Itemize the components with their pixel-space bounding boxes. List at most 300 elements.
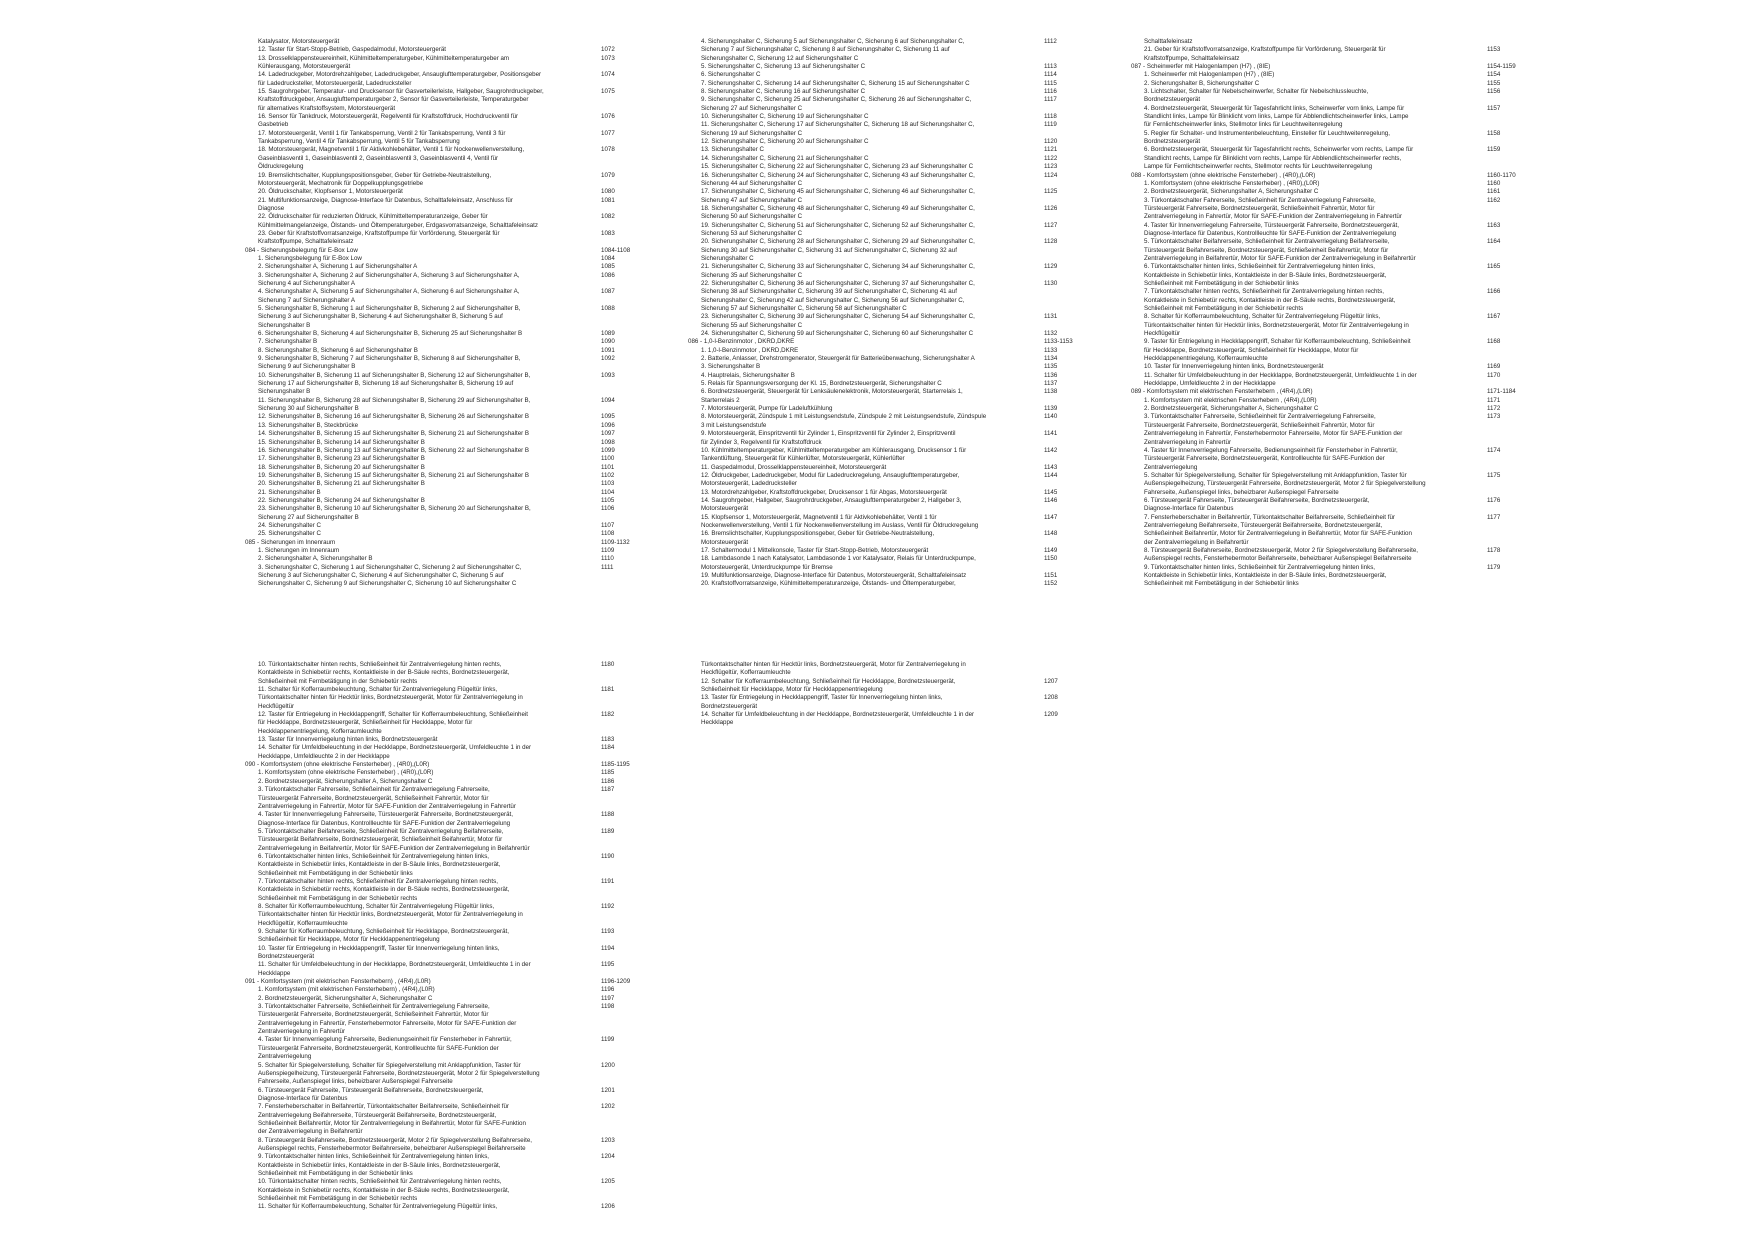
toc-entry <box>258 138 638 146</box>
toc-entry-title: 11. Schalter für Kofferraumbeleuchtung, Schalter für Zentralverriegelung Flügeltür links, <box>258 1203 498 1211</box>
toc-entry-title: Schließeinheit Beifahrertür, Motor für Zentralverriegelung in Beifahrertür, Motor für SAFE-Funktion <box>258 1119 526 1127</box>
toc-entry-page-number: 1094 <box>601 396 615 404</box>
toc-entry-title: Bordnetzsteuergerät <box>1144 96 1201 104</box>
toc-entry-page-number: 1098 <box>601 438 615 446</box>
toc-entry-title: 6. Türkontaktschalter hinten links, Schließeinheit für Zentralverriegelung hinten links, <box>1144 263 1376 271</box>
toc-entry <box>258 1087 638 1095</box>
toc-entry <box>258 63 638 71</box>
toc-entry <box>258 155 638 163</box>
toc-entry-title: 1. Komfortsystem (mit elektrischen Fensterhebern) , (4R4),(L0R) <box>258 986 435 994</box>
toc-entry-title: Starterrelais 2 <box>701 396 740 404</box>
toc-entry-title: 3. Türkontaktschalter Fahrerseite, Schließeinheit für Zentralverriegelung Fahrerseite, <box>1144 196 1376 204</box>
toc-entry-title: Schließeinheit mit Fernbetätigung in der Schiebetür links <box>258 869 413 877</box>
toc-entry-title: Türkontaktschalter hinten für Hecktür links, Bordnetzsteuergerät, Motor für Zentralverriegelung in <box>701 661 966 668</box>
toc-entry-title: 16. Sensor für Tankdruck, Motorsteuergerät, Regelventil für Kraftstoffdruck, Hochdruckventil für <box>258 113 519 121</box>
toc-entry-page-number: 1092 <box>601 355 615 363</box>
toc-entry <box>701 55 1081 63</box>
toc-entry-title: Zentralverriegelung in Beifahrertür, Motor für SAFE-Funktion der Zentralverriegelung in Beifahrertür <box>258 844 530 852</box>
toc-entry <box>258 945 638 953</box>
toc-section-heading <box>688 338 1081 346</box>
toc-entry-title: Türkontaktschalter hinten für Hecktür links, Bordnetzsteuergerät, Motor für Zentralverriegelung in <box>1144 321 1409 329</box>
toc-entry-page-number: 1102 <box>601 471 615 479</box>
toc-entry-page-number: 1137 <box>1044 380 1058 388</box>
toc-entry-title: 9. Sicherungshalter B, Sicherung 7 auf Sicherungshalter B, Sicherung 8 auf Sicherungshalter B, <box>258 355 521 363</box>
toc-entry-title: Sicherung 44 auf Sicherungshalter C <box>701 179 803 187</box>
toc-entry-title: Sicherungshalter C, Sicherung 12 auf Sicherungshalter C <box>701 54 859 62</box>
toc-entry <box>258 970 638 978</box>
toc-entry <box>258 736 638 744</box>
toc-entry-title: 7. Türkontaktschalter hinten rechts, Schließeinheit für Zentralverriegelung hinten rechts, <box>1144 288 1384 296</box>
toc-entry <box>258 778 638 786</box>
toc-entry <box>258 1178 638 1186</box>
toc-entry-title: 14. Ladedruckgeber, Motordrehzahlgeber, Ladedruckgeber, Ansauglufttemperaturgeber, Positionsgeber <box>258 71 542 79</box>
toc-entry-title: Kühlerausgang, Motorsteuergerät <box>258 63 351 71</box>
toc-entry-page-number: 1081 <box>601 196 615 204</box>
toc-entry-page-number: 1194 <box>601 944 615 952</box>
toc-entry <box>1144 197 1524 205</box>
toc-entry <box>701 46 1081 54</box>
toc-entry-title: 7. Fensterheberschalter in Beifahrertür, Türkontaktschalter Beifahrerseite, Schließeinheit für <box>258 1103 509 1111</box>
toc-entry <box>258 430 638 438</box>
toc-entry-title: Kontaktleiste in Schiebetür rechts, Kontaktleiste in der B-Säule rechts, Bordnetzsteuergerät, <box>258 669 510 677</box>
toc-entry <box>258 497 638 505</box>
toc-entry <box>258 322 638 330</box>
toc-entry <box>1144 330 1524 338</box>
toc-entry-page-number: 1097 <box>601 430 615 438</box>
toc-entry-title: Sicherung 27 auf Sicherungshalter C <box>701 104 803 112</box>
toc-entry <box>258 911 638 919</box>
toc-entry <box>258 280 638 288</box>
toc-entry-title: 3 mit Leistungsendstufe <box>701 421 767 429</box>
toc-entry <box>258 769 638 777</box>
toc-entry <box>701 280 1081 288</box>
toc-entry-title: 10. Sicherungshalter B, Sicherung 11 auf Sicherungshalter B, Sicherung 12 auf Sicherungshalter B, <box>258 371 531 379</box>
toc-entry-title: Sicherung 35 auf Sicherungshalter C <box>701 271 803 279</box>
toc-entry <box>701 711 1081 719</box>
toc-entry <box>258 870 638 878</box>
toc-entry <box>701 213 1081 221</box>
toc-entry-title: für Zylinder 3, Regelventil für Kraftstoffdruck <box>701 438 822 446</box>
toc-entry-title: 7. Türkontaktschalter hinten rechts, Schließeinheit für Zentralverriegelung hinten rechts, <box>258 877 498 885</box>
toc-entry-page-number: 1074 <box>601 71 615 79</box>
toc-entry-page-number: 1147 <box>1044 513 1058 521</box>
toc-section-heading <box>245 761 638 769</box>
toc-entry-title: 4. Taster für Innenverriegelung Fahrerseite, Türsteuergerät Fahrerseite, Bordnetzsteuergerät, <box>1144 221 1399 229</box>
toc-entry-page-number: 1167 <box>1487 313 1501 321</box>
toc-entry <box>1144 213 1524 221</box>
toc-entry-title: Standlicht rechts, Lampe für Blinklicht vorn rechts, Lampe für Abblendlichtscheinwerfer rechts, <box>1144 154 1402 162</box>
toc-entry-title: 3. Türkontaktschalter Fahrerseite, Schließeinheit für Zentralverriegelung Fahrerseite, <box>258 1003 490 1011</box>
toc-entry <box>1144 297 1524 305</box>
toc-entry-page-number: 1182 <box>601 711 615 719</box>
toc-entry <box>701 413 1081 421</box>
toc-entry-title: Schließeinheit Beifahrertür, Motor für Zentralverriegelung in Beifahrertür, Motor für SAFE-Funktion <box>1144 530 1412 538</box>
toc-entry-page-number: 1087 <box>601 288 615 296</box>
toc-entry-title: 8. Schalter für Kofferraumbeleuchtung, Schalter für Zentralverriegelung Flügeltür links, <box>1144 313 1381 321</box>
toc-entry-title: 23. Sicherungshalter C, Sicherung 39 auf Sicherungshalter C, Sicherung 54 auf Sicherungshalter C, <box>701 313 975 321</box>
toc-entry <box>258 1103 638 1111</box>
toc-entry <box>258 514 638 522</box>
toc-entry <box>258 572 638 580</box>
toc-entry <box>701 555 1081 563</box>
toc-entry-title: 15. Sicherungshalter C, Sicherung 22 auf Sicherungshalter C, Sicherung 23 auf Sicherungshalter C <box>701 163 974 171</box>
toc-entry-title: Sicherung 17 auf Sicherungshalter B, Sicherung 18 auf Sicherungshalter B, Sicherung 19 auf <box>258 380 514 388</box>
toc-entry-title: Motorsteuergerät, Mechatronik für Doppelkupplungsgetriebe <box>258 179 424 187</box>
toc-entry-title: 2. Sicherungshalter A, Sicherungshalter B <box>258 555 373 563</box>
toc-entry-title: 10. Türkontaktschalter hinten rechts, Schließeinheit für Zentralverriegelung hinten rechts, <box>258 1178 502 1186</box>
toc-entry-title: für Ladedrucksteller, Motorsteuergerät, Ladedrucksteller <box>258 79 412 87</box>
toc-entry-title: 3. Sicherungshalter C, Sicherung 1 auf Sicherungshalter C, Sicherung 2 auf Sicherungshalter C, <box>258 563 522 571</box>
toc-entry <box>701 455 1081 463</box>
toc-entry-title: 20. Sicherungshalter B, Sicherung 21 auf Sicherungshalter B <box>258 480 425 488</box>
toc-entry-title: Zentralverriegelung in Beifahrertür, Motor für SAFE-Funktion der Zentralverriegelung in Beifahrertür <box>1144 254 1416 262</box>
toc-entry-page-number: 1205 <box>601 1178 615 1186</box>
toc-entry <box>258 803 638 811</box>
toc-entry-title: Türkontaktschalter hinten für Hecktür links, Bordnetzsteuergerät, Motor für Zentralverriegelung in <box>258 911 523 919</box>
toc-entry-title: 088 - Komfortsystem (ohne elektrische Fensterheber) , (4R0),(L0R) <box>1131 171 1316 179</box>
toc-entry-page-number: 1082 <box>601 213 615 221</box>
toc-entry-page-number: 1154 <box>1487 71 1501 79</box>
toc-entry <box>701 263 1081 271</box>
toc-entry-page-number: 1129 <box>1044 263 1058 271</box>
toc-entry-title: 090 - Komfortsystem (ohne elektrische Fensterheber) , (4R0),(L0R) <box>245 761 430 769</box>
toc-entry <box>258 986 638 994</box>
toc-entry <box>701 661 1081 669</box>
toc-section-heading <box>1131 388 1524 396</box>
toc-entry-page-number: 1199 <box>601 1036 615 1044</box>
toc-entry <box>258 447 638 455</box>
toc-entry <box>258 288 638 296</box>
toc-entry-page-number: 1196-1209 <box>601 978 631 986</box>
toc-entry-page-number: 1073 <box>601 54 615 62</box>
toc-entry <box>258 55 638 63</box>
toc-entry <box>258 130 638 138</box>
toc-entry-title: Bordnetzsteuergerät <box>701 702 758 710</box>
toc-entry-title: 12. Taster für Start-Stopp-Betrieb, Gaspedalmodul, Motorsteuergerät <box>258 46 447 54</box>
toc-entry-title: Türsteuergerät Beifahrerseite, Bordnetzsteuergerät, Schließeinheit Beifahrertür, Motor für <box>1144 246 1389 254</box>
toc-section-heading <box>245 978 638 986</box>
toc-entry-title: Nockenwellenverstellung, Ventil 1 für Nockenwellenverstellung im Auslass, Ventil für Öldruckregelung <box>701 521 979 529</box>
toc-entry-title: 16. Sicherungshalter B, Sicherung 13 auf Sicherungshalter B, Sicherung 22 auf Sicherungshalter B <box>258 446 530 454</box>
toc-entry-title: Kontaktleiste in Schiebetür rechts, Kontaktleiste in der B-Säule rechts, Bordnetzsteuergerät, <box>258 886 510 894</box>
toc-entry <box>701 130 1081 138</box>
toc-entry <box>1144 88 1524 96</box>
toc-entry <box>258 388 638 396</box>
toc-entry <box>258 46 638 54</box>
toc-entry-title: Kontaktleiste in Schiebetür rechts, Kontaktleiste in der B-Säule rechts, Bordnetzsteuergerät, <box>1144 296 1396 304</box>
toc-entry-page-number: 1169 <box>1487 363 1501 371</box>
toc-entry <box>258 669 638 677</box>
toc-entry-title: Türsteuergerät Fahrerseite, Bordnetzsteuergerät, Schließeinheit Fahrertür, Motor für <box>1144 204 1375 212</box>
toc-entry-page-number: 1192 <box>601 902 615 910</box>
toc-entry <box>258 861 638 869</box>
toc-entry-title: 22. Öldruckschalter für reduzierten Öldruck, Kühlmitteltemperaturanzeige, Geber für <box>258 213 488 221</box>
toc-entry-title: Heckflügeltür <box>1144 330 1181 338</box>
toc-entry <box>701 313 1081 321</box>
toc-entry <box>258 753 638 761</box>
toc-entry <box>258 1078 638 1086</box>
toc-entry-page-number: 1151 <box>1044 572 1058 579</box>
toc-entry <box>258 555 638 563</box>
toc-entry-title: Diagnose-Interface für Datenbus, Kontrollleuchte für SAFE-Funktion der Zentralverriegelung <box>1144 229 1397 237</box>
toc-entry <box>258 678 638 686</box>
toc-entry <box>701 146 1081 154</box>
toc-entry-title: 4. Sicherungshalter A, Sicherung 5 auf Sicherungshalter A, Sicherung 6 auf Sicherungshalter A, <box>258 288 520 296</box>
toc-entry <box>1144 397 1524 405</box>
toc-entry-page-number: 1111 <box>601 563 614 571</box>
toc-entry-page-number: 1184 <box>601 744 615 752</box>
toc-entry <box>258 836 638 844</box>
toc-entry-title: 1. Scheinwerfer mit Halogenlampen (H7) , (8IE) <box>1144 71 1275 79</box>
toc-column-bottom-left <box>245 661 638 1212</box>
toc-entry <box>1144 38 1524 46</box>
toc-entry <box>258 347 638 355</box>
toc-entry-title: 13. Drosselklappensteuereinheit, Kühlmitteltemperaturgeber, Kühlmitteltemperaturgeber am <box>258 54 510 62</box>
toc-entry-title: 15. Saugrohrgeber, Temperatur- und Drucksensor für Gasverteilerleiste, Hallgeber, Saugrohrdruckgeber, <box>258 88 544 96</box>
toc-entry-page-number: 1113 <box>1044 63 1057 71</box>
toc-entry-title: 4. Sicherungshalter C, Sicherung 5 auf Sicherungshalter C, Sicherung 6 auf Sicherungshalter C, <box>701 38 965 45</box>
toc-entry <box>1144 530 1524 538</box>
toc-entry-page-number: 1198 <box>601 1003 615 1011</box>
toc-entry <box>1144 405 1524 413</box>
toc-entry <box>701 539 1081 547</box>
toc-entry <box>1144 163 1524 171</box>
toc-entry <box>258 1062 638 1070</box>
toc-entry <box>1144 464 1524 472</box>
toc-entry-title: 8. Türsteuergerät Beifahrerseite, Bordnetzsteuergerät, Motor 2 für Spiegelverstellung Beifahrerseite, <box>1144 546 1418 554</box>
toc-entry-title: 22. Sicherungshalter B, Sicherung 24 auf Sicherungshalter B <box>258 496 425 504</box>
toc-entry-page-number: 1153 <box>1487 46 1501 54</box>
toc-entry-title: 18. Lambdasonde 1 nach Katalysator, Lambdasonde 1 vor Katalysator, Relais für Unterdruckpumpe, <box>701 555 976 563</box>
toc-entry-title: 2. Bordnetzsteuergerät, Sicherungshalter A, Sicherungshalter C <box>1144 188 1319 196</box>
toc-entry-page-number: 1075 <box>601 88 615 96</box>
toc-entry <box>258 113 638 121</box>
toc-entry-page-number: 1133 <box>1044 346 1058 354</box>
toc-entry <box>1144 222 1524 230</box>
toc-entry <box>258 480 638 488</box>
toc-entry-title: 087 - Scheinwerfer mit Halogenlampen (H7) , (8IE) <box>1131 63 1271 71</box>
toc-entry <box>258 1162 638 1170</box>
toc-entry <box>1144 288 1524 296</box>
toc-entry-title: 4. Hauptrelais, Sicherungshalter B <box>701 371 795 379</box>
toc-entry-title: 19. Multifunktionsanzeige, Diagnose-Interface für Datenbus, Motorsteuergerät, Schalttafeleinsatz <box>701 572 967 579</box>
toc-entry <box>701 330 1081 338</box>
toc-entry <box>258 455 638 463</box>
toc-entry <box>1144 572 1524 580</box>
toc-entry-page-number: 1207 <box>1044 677 1058 685</box>
toc-entry-title: 11. Gaspedalmodul, Drosselklappensteuereinheit, Motorsteuergerät <box>701 463 887 471</box>
toc-entry-title: 18. Sicherungshalter C, Sicherung 48 auf Sicherungshalter C, Sicherung 49 auf Sicherungshalter C, <box>701 204 975 212</box>
toc-entry <box>1144 347 1524 355</box>
toc-entry-page-number: 1180 <box>601 661 615 668</box>
toc-entry-page-number: 1178 <box>1487 546 1501 554</box>
toc-entry <box>258 1028 638 1036</box>
toc-entry-title: Zentralverriegelung in Fahrertür, Fensterhebermotor Fahrerseite, Motor für SAFE-Funktion der <box>1144 430 1403 438</box>
toc-entry-page-number: 1179 <box>1487 563 1501 571</box>
toc-entry-title: Tankabsperrung, Ventil 4 für Tankabsperrung, Ventil 5 für Tankabsperrung <box>258 138 460 146</box>
toc-entry <box>258 1020 638 1028</box>
toc-entry-title: Sicherung 4 auf Sicherungshalter A <box>258 279 355 287</box>
toc-entry <box>258 422 638 430</box>
toc-entry <box>258 886 638 894</box>
toc-entry <box>258 255 638 263</box>
toc-entry-title: Heckklappenentriegelung, Kofferraumleuchte <box>1144 355 1268 363</box>
toc-entry <box>258 661 638 669</box>
toc-entry <box>258 828 638 836</box>
toc-entry-page-number: 1176 <box>1487 496 1501 504</box>
toc-entry-title: Außenspiegel rechts, Fensterhebermotor Beifahrerseite, beheizbarer Außenspiegel Beifahrerseite <box>1144 555 1412 563</box>
toc-entry-page-number: 1164 <box>1487 238 1501 246</box>
toc-entry <box>258 272 638 280</box>
toc-entry-title: Heckklappe, Umfeldleuchte 2 in der Heckklappe <box>258 752 390 760</box>
toc-entry-page-number: 1131 <box>1044 313 1058 321</box>
toc-entry-title: 13. Sicherungshalter B, Steckbrücke <box>258 421 359 429</box>
toc-entry-title: Außenspiegelheizung, Türsteuergerät Fahrerseite, Bordnetzsteuergerät, Motor 2 für Spiegelverstellung <box>1144 480 1426 488</box>
toc-entry-page-number: 1185-1195 <box>601 761 630 769</box>
toc-entry <box>1144 355 1524 363</box>
toc-entry-page-number: 1078 <box>601 146 615 154</box>
toc-entry-title: Schließeinheit mit Fernbetätigung in der Schiebetür rechts <box>258 894 418 902</box>
toc-entry-page-number: 1201 <box>601 1086 615 1094</box>
toc-entry-title: Heckflügeltür, Kofferraumleuchte <box>258 919 348 927</box>
toc-entry-page-number: 1189 <box>601 827 615 835</box>
toc-entry <box>1144 489 1524 497</box>
toc-entry-page-number: 1170 <box>1487 371 1501 379</box>
toc-entry <box>1144 547 1524 555</box>
toc-entry <box>701 347 1081 355</box>
toc-entry-page-number: 1088 <box>601 305 615 312</box>
toc-entry <box>1144 121 1524 129</box>
toc-entry-page-number: 1162 <box>1487 196 1501 204</box>
toc-entry <box>258 928 638 936</box>
toc-entry-title: Zentralverriegelung <box>258 1053 312 1061</box>
toc-entry <box>258 238 638 246</box>
toc-entry <box>701 230 1081 238</box>
toc-entry <box>1144 555 1524 563</box>
toc-entry <box>258 1170 638 1178</box>
toc-entry-title: Motorsteuergerät, Ladedrucksteller <box>701 480 797 488</box>
toc-entry-page-number: 1128 <box>1044 238 1058 246</box>
toc-entry-title: Sicherung 27 auf Sicherungshalter B <box>258 513 359 521</box>
toc-entry-title: Zentralverriegelung <box>1144 463 1198 471</box>
toc-entry <box>701 163 1081 171</box>
toc-entry <box>701 530 1081 538</box>
toc-entry-page-number: 1146 <box>1044 496 1058 504</box>
toc-entry <box>1144 46 1524 54</box>
toc-entry-page-number: 1118 <box>1044 113 1057 121</box>
toc-entry-title: 4. Taster für Innenverriegelung Fahrerseite, Bedienungseinheit für Fensterheber in Fahrertür, <box>258 1036 512 1044</box>
toc-entry-title: 7. Fensterheberschalter in Beifahrertür, Türkontaktschalter Beifahrerseite, Schließeinheit für <box>1144 513 1395 521</box>
toc-entry-title: 19. Sicherungshalter B, Sicherung 15 auf Sicherungshalter B, Sicherung 21 auf Sicherungshalter B <box>258 471 530 479</box>
toc-entry <box>258 330 638 338</box>
toc-entry-page-number: 1165 <box>1487 263 1501 271</box>
toc-entry <box>1144 71 1524 79</box>
toc-entry-title: 21. Sicherungshalter B <box>258 488 321 496</box>
toc-entry <box>701 255 1081 263</box>
toc-entry-title: Sicherungshalter B <box>258 321 311 329</box>
toc-entry-page-number: 1106 <box>601 505 615 513</box>
toc-entry-title: 2. Sicherungshalter A, Sicherung 1 auf Sicherungshalter A <box>258 263 418 271</box>
toc-entry <box>701 355 1081 363</box>
toc-entry <box>701 514 1081 522</box>
toc-entry-page-number: 1188 <box>601 811 615 819</box>
toc-entry <box>701 447 1081 455</box>
toc-entry <box>701 105 1081 113</box>
toc-entry-page-number: 1093 <box>601 371 615 379</box>
toc-entry-title: Sicherung 57 auf Sicherungshalter C, Sicherung 58 auf Sicherungshalter C <box>701 305 907 312</box>
toc-entry-page-number: 1159 <box>1487 146 1501 154</box>
toc-entry-title: Türsteuergerät Fahrerseite, Bordnetzsteuergerät, Schließeinheit Fahrertür, Motor für <box>258 1011 489 1019</box>
toc-entry-title: 11. Sicherungshalter B, Sicherung 28 auf Sicherungshalter B, Sicherung 29 auf Sicherungshalter B, <box>258 396 531 404</box>
toc-entry <box>258 222 638 230</box>
toc-entry-title: 14. Saugrohrgeber, Hallgeber, Saugrohrdruckgeber, Ansauglufttemperaturgeber 2, Hallgeber 3, <box>701 496 962 504</box>
toc-entry-page-number: 1079 <box>601 171 615 179</box>
toc-entry <box>258 363 638 371</box>
toc-entry <box>258 1036 638 1044</box>
toc-entry-title: 8. Türsteuergerät Beifahrerseite, Bordnetzsteuergerät, Motor 2 für Spiegelverstellung Beifahrerseite, <box>258 1136 532 1144</box>
toc-entry-title: 12. Schalter für Kofferraumbeleuchtung, Schließeinheit für Heckklappe, Bordnetzsteuergerät, <box>701 677 956 685</box>
toc-entry <box>701 497 1081 505</box>
toc-entry-title: 7. Motorsteuergerät, Pumpe für Ladeluftkühlung <box>701 405 833 413</box>
toc-entry <box>1144 447 1524 455</box>
toc-entry <box>258 920 638 928</box>
toc-entry <box>258 694 638 702</box>
toc-entry-title: Sicherung 47 auf Sicherungshalter C <box>701 196 803 204</box>
toc-entry-page-number: 1171 <box>1487 396 1501 404</box>
toc-entry <box>258 105 638 113</box>
toc-entry-title: 12. Sicherungshalter C, Sicherung 20 auf Sicherungshalter C <box>701 138 869 146</box>
toc-section-heading <box>245 246 638 255</box>
toc-entry-page-number: 1140 <box>1044 413 1058 421</box>
toc-entry-title: Gasbetrieb <box>258 121 289 129</box>
toc-entry <box>701 205 1081 213</box>
toc-entry-page-number: 1154-1159 <box>1487 63 1516 71</box>
toc-entry-title: 13. Taster für Entriegelung in Heckklappengriff, Taster für Innenverriegelung hinten links, <box>701 694 943 702</box>
toc-entry <box>258 547 638 555</box>
toc-entry-title: 7. Sicherungshalter C, Sicherung 14 auf Sicherungshalter C, Sicherung 15 auf Sicherungshalter C <box>701 79 970 87</box>
toc-entry <box>1144 363 1524 371</box>
toc-entry <box>258 811 638 819</box>
toc-entry-page-number: 1202 <box>601 1103 615 1111</box>
toc-entry-page-number: 1156 <box>1487 88 1501 96</box>
toc-entry-page-number: 1197 <box>601 994 615 1002</box>
toc-entry-title: Kontaktleiste in Schiebetür links, Kontaktleiste in der B-Säule links, Bordnetzsteuergerät, <box>1144 271 1387 279</box>
toc-entry <box>701 430 1081 438</box>
toc-entry-page-number: 1193 <box>601 928 615 935</box>
toc-entry-title: Zentralverriegelung Beifahrerseite, Türsteuergerät Beifahrerseite, Bordnetzsteuergerät, <box>1144 521 1383 529</box>
toc-entry-page-number: 1142 <box>1044 446 1058 454</box>
toc-entry-title: 9. Motorsteuergerät, Einspritzventil für Zylinder 1, Einspritzventil für Zylinder 2, Einspritzventil <box>701 430 956 438</box>
toc-entry <box>258 297 638 305</box>
toc-entry-title: 11. Schalter für Kofferraumbeleuchtung, Schalter für Zentralverriegelung Flügeltür links, <box>258 686 498 694</box>
toc-entry <box>701 522 1081 530</box>
toc-entry-title: 17. Motorsteuergerät, Ventil 1 für Tankabsperrung, Ventil 2 für Tankabsperrung, Ventil 3 für <box>258 129 506 137</box>
toc-entry-page-number: 1109-1132 <box>601 538 630 546</box>
toc-entry <box>1144 205 1524 213</box>
toc-entry <box>701 678 1081 686</box>
toc-entry <box>258 413 638 421</box>
toc-entry-page-number: 1190 <box>601 852 615 860</box>
toc-entry <box>258 703 638 711</box>
toc-entry-page-number: 1125 <box>1044 188 1058 196</box>
toc-entry-page-number: 1130 <box>1044 279 1058 287</box>
toc-entry <box>258 338 638 346</box>
toc-entry-title: 14. Sicherungshalter B, Sicherung 15 auf Sicherungshalter B, Sicherung 21 auf Sicherungshalter B <box>258 430 530 438</box>
toc-entry <box>258 686 638 694</box>
toc-entry <box>258 397 638 405</box>
toc-entry-title: 3. Türkontaktschalter Fahrerseite, Schließeinheit für Zentralverriegelung Fahrerseite, <box>1144 413 1376 421</box>
toc-entry-page-number: 1084-1108 <box>601 246 631 254</box>
